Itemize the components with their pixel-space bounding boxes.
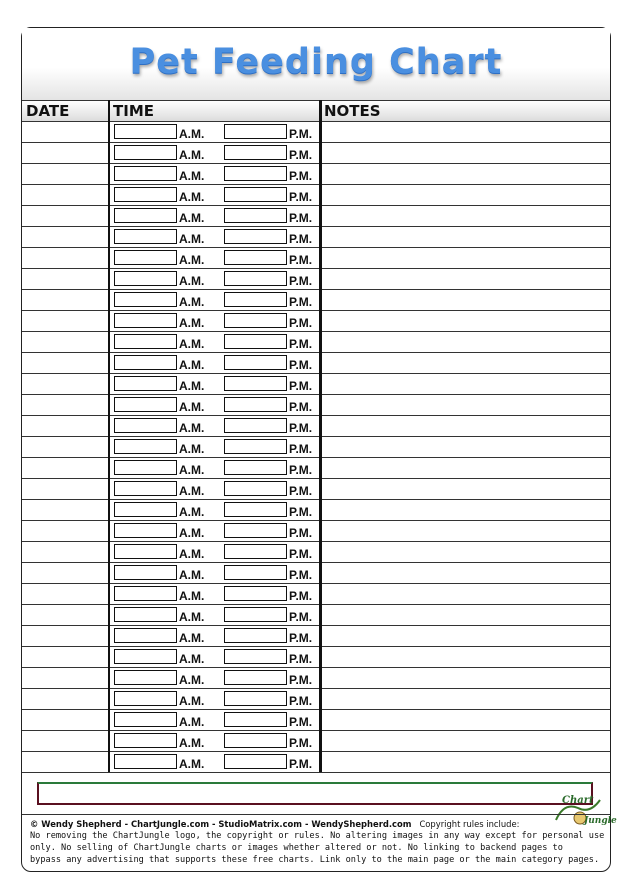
pm-label: P.M.	[289, 190, 313, 204]
pm-label: P.M.	[289, 652, 313, 666]
table-row	[22, 521, 610, 542]
am-label: A.M.	[179, 169, 205, 183]
table-row	[22, 353, 610, 374]
pm-time-box[interactable]	[224, 628, 287, 643]
pm-label: P.M.	[289, 715, 313, 729]
pm-time-box[interactable]	[224, 460, 287, 475]
am-time-box[interactable]	[114, 250, 177, 265]
divider-time-notes	[319, 100, 322, 772]
table-row	[22, 542, 610, 563]
pm-time-box[interactable]	[224, 292, 287, 307]
am-label: A.M.	[179, 526, 205, 540]
am-time-box[interactable]	[114, 376, 177, 391]
pm-time-box[interactable]	[224, 439, 287, 454]
pm-label: P.M.	[289, 274, 313, 288]
table-row	[22, 248, 610, 269]
pm-time-box[interactable]	[224, 355, 287, 370]
am-label: A.M.	[179, 358, 205, 372]
footer-rules-1: No removing the ChartJungle logo, the copyright or rules. No altering images in any way except for personal use	[30, 831, 605, 841]
table-row	[22, 563, 610, 584]
am-time-box[interactable]	[114, 649, 177, 664]
pm-label: P.M.	[289, 127, 313, 141]
am-time-box[interactable]	[114, 565, 177, 580]
am-label: A.M.	[179, 631, 205, 645]
pm-time-box[interactable]	[224, 145, 287, 160]
pm-time-box[interactable]	[224, 544, 287, 559]
pm-time-box[interactable]	[224, 313, 287, 328]
copyright-footer	[22, 814, 610, 871]
am-label: A.M.	[179, 232, 205, 246]
am-label: A.M.	[179, 736, 205, 750]
footer-line-1	[30, 818, 610, 830]
pm-time-box[interactable]	[224, 397, 287, 412]
table-row	[22, 647, 610, 668]
am-time-box[interactable]	[114, 208, 177, 223]
am-label: A.M.	[179, 757, 205, 771]
am-time-box[interactable]	[114, 607, 177, 622]
am-label: A.M.	[179, 190, 205, 204]
table-row	[22, 605, 610, 626]
table-row	[22, 668, 610, 689]
pm-label: P.M.	[289, 421, 313, 435]
header-time: TIME	[109, 100, 320, 122]
pm-label: P.M.	[289, 169, 313, 183]
am-time-box[interactable]	[114, 691, 177, 706]
am-label: A.M.	[179, 379, 205, 393]
table-row	[22, 164, 610, 185]
pm-time-box[interactable]	[224, 229, 287, 244]
am-time-box[interactable]	[114, 397, 177, 412]
am-time-box[interactable]	[114, 187, 177, 202]
pm-label: P.M.	[289, 400, 313, 414]
pm-label: P.M.	[289, 337, 313, 351]
pm-label: P.M.	[289, 610, 313, 624]
table-row	[22, 752, 610, 773]
table-row	[22, 185, 610, 206]
am-label: A.M.	[179, 442, 205, 456]
am-time-box[interactable]	[114, 502, 177, 517]
am-time-box[interactable]	[114, 670, 177, 685]
am-label: A.M.	[179, 400, 205, 414]
am-time-box[interactable]	[114, 355, 177, 370]
table-row	[22, 458, 610, 479]
pm-time-box[interactable]	[224, 124, 287, 139]
footer-rules-3: bypass any advertising that supports these free charts. Link only to the main page or the main category pages.	[30, 855, 600, 865]
table-row	[22, 395, 610, 416]
am-label: A.M.	[179, 253, 205, 267]
table-row	[22, 227, 610, 248]
header-notes: NOTES	[320, 100, 610, 122]
pm-time-box[interactable]	[224, 607, 287, 622]
pm-label: P.M.	[289, 757, 313, 771]
table-row	[22, 206, 610, 227]
pm-time-box[interactable]	[224, 481, 287, 496]
bottom-banner	[37, 782, 593, 805]
am-label: A.M.	[179, 421, 205, 435]
pm-label: P.M.	[289, 316, 313, 330]
am-label: A.M.	[179, 316, 205, 330]
pm-label: P.M.	[289, 232, 313, 246]
footer-rules-intro: Copyright rules include:	[419, 819, 520, 829]
am-time-box[interactable]	[114, 712, 177, 727]
am-time-box[interactable]	[114, 166, 177, 181]
pm-time-box[interactable]	[224, 418, 287, 433]
am-time-box[interactable]	[114, 523, 177, 538]
pm-label: P.M.	[289, 631, 313, 645]
am-label: A.M.	[179, 127, 205, 141]
am-time-box[interactable]	[114, 628, 177, 643]
pm-label: P.M.	[289, 358, 313, 372]
pm-label: P.M.	[289, 442, 313, 456]
pm-time-box[interactable]	[224, 565, 287, 580]
pm-time-box[interactable]	[224, 271, 287, 286]
logo-text-chart: Chart	[562, 795, 594, 806]
pm-time-box[interactable]	[224, 502, 287, 517]
am-label: A.M.	[179, 694, 205, 708]
pm-time-box[interactable]	[224, 733, 287, 748]
pm-label: P.M.	[289, 463, 313, 477]
chart-sheet	[21, 27, 617, 872]
table-row	[22, 290, 610, 311]
pm-time-box[interactable]	[224, 250, 287, 265]
am-time-box[interactable]	[114, 229, 177, 244]
am-time-box[interactable]	[114, 586, 177, 601]
am-time-box[interactable]	[114, 418, 177, 433]
pm-time-box[interactable]	[224, 523, 287, 538]
am-time-box[interactable]	[114, 334, 177, 349]
am-time-box[interactable]	[114, 754, 177, 769]
am-label: A.M.	[179, 547, 205, 561]
header-date: DATE	[22, 100, 109, 122]
am-time-box[interactable]	[114, 544, 177, 559]
title-band	[22, 28, 610, 100]
am-label: A.M.	[179, 673, 205, 687]
table-row	[22, 500, 610, 521]
am-time-box[interactable]	[114, 460, 177, 475]
table-row	[22, 731, 610, 752]
am-time-box[interactable]	[114, 271, 177, 286]
am-label: A.M.	[179, 337, 205, 351]
pm-time-box[interactable]	[224, 691, 287, 706]
table-row	[22, 626, 610, 647]
table-row	[22, 416, 610, 437]
table-row	[22, 374, 610, 395]
am-label: A.M.	[179, 610, 205, 624]
pm-time-box[interactable]	[224, 712, 287, 727]
footer-rules-2: only. No selling of ChartJungle charts or images whether altered or not. No linking to backend pages to	[30, 843, 563, 853]
pm-label: P.M.	[289, 547, 313, 561]
am-time-box[interactable]	[114, 733, 177, 748]
pm-label: P.M.	[289, 211, 313, 225]
pm-time-box[interactable]	[224, 166, 287, 181]
pm-label: P.M.	[289, 526, 313, 540]
table-row	[22, 269, 610, 290]
pm-label: P.M.	[289, 148, 313, 162]
am-label: A.M.	[179, 148, 205, 162]
pm-label: P.M.	[289, 295, 313, 309]
page-title: Pet Feeding Chart	[129, 42, 503, 82]
am-label: A.M.	[179, 589, 205, 603]
pm-label: P.M.	[289, 673, 313, 687]
pm-time-box[interactable]	[224, 649, 287, 664]
pm-label: P.M.	[289, 505, 313, 519]
am-label: A.M.	[179, 652, 205, 666]
table-row	[22, 143, 610, 164]
pm-label: P.M.	[289, 484, 313, 498]
pm-time-box[interactable]	[224, 754, 287, 769]
table-row	[22, 710, 610, 731]
am-time-box[interactable]	[114, 481, 177, 496]
am-time-box[interactable]	[114, 124, 177, 139]
pm-time-box[interactable]	[224, 334, 287, 349]
footer-credit: © Wendy Shepherd - ChartJungle.com - StudioMatrix.com - WendyShepherd.com	[30, 819, 412, 829]
am-label: A.M.	[179, 568, 205, 582]
table-row	[22, 437, 610, 458]
am-time-box[interactable]	[114, 145, 177, 160]
pm-label: P.M.	[289, 253, 313, 267]
pm-time-box[interactable]	[224, 586, 287, 601]
pm-time-box[interactable]	[224, 208, 287, 223]
pm-label: P.M.	[289, 736, 313, 750]
table-row	[22, 311, 610, 332]
am-label: A.M.	[179, 715, 205, 729]
pm-label: P.M.	[289, 379, 313, 393]
am-time-box[interactable]	[114, 292, 177, 307]
am-time-box[interactable]	[114, 313, 177, 328]
am-label: A.M.	[179, 274, 205, 288]
pm-label: P.M.	[289, 589, 313, 603]
am-time-box[interactable]	[114, 439, 177, 454]
table-row	[22, 332, 610, 353]
am-label: A.M.	[179, 295, 205, 309]
am-label: A.M.	[179, 211, 205, 225]
logo-text-jungle: Jungle	[584, 816, 617, 826]
am-label: A.M.	[179, 484, 205, 498]
pm-label: P.M.	[289, 568, 313, 582]
pm-time-box[interactable]	[224, 187, 287, 202]
pm-time-box[interactable]	[224, 376, 287, 391]
table-row	[22, 689, 610, 710]
divider-date-time	[108, 100, 110, 772]
pm-label: P.M.	[289, 694, 313, 708]
table-row	[22, 584, 610, 605]
table-row	[22, 479, 610, 500]
am-label: A.M.	[179, 505, 205, 519]
am-label: A.M.	[179, 463, 205, 477]
table-row	[22, 122, 610, 143]
pm-time-box[interactable]	[224, 670, 287, 685]
